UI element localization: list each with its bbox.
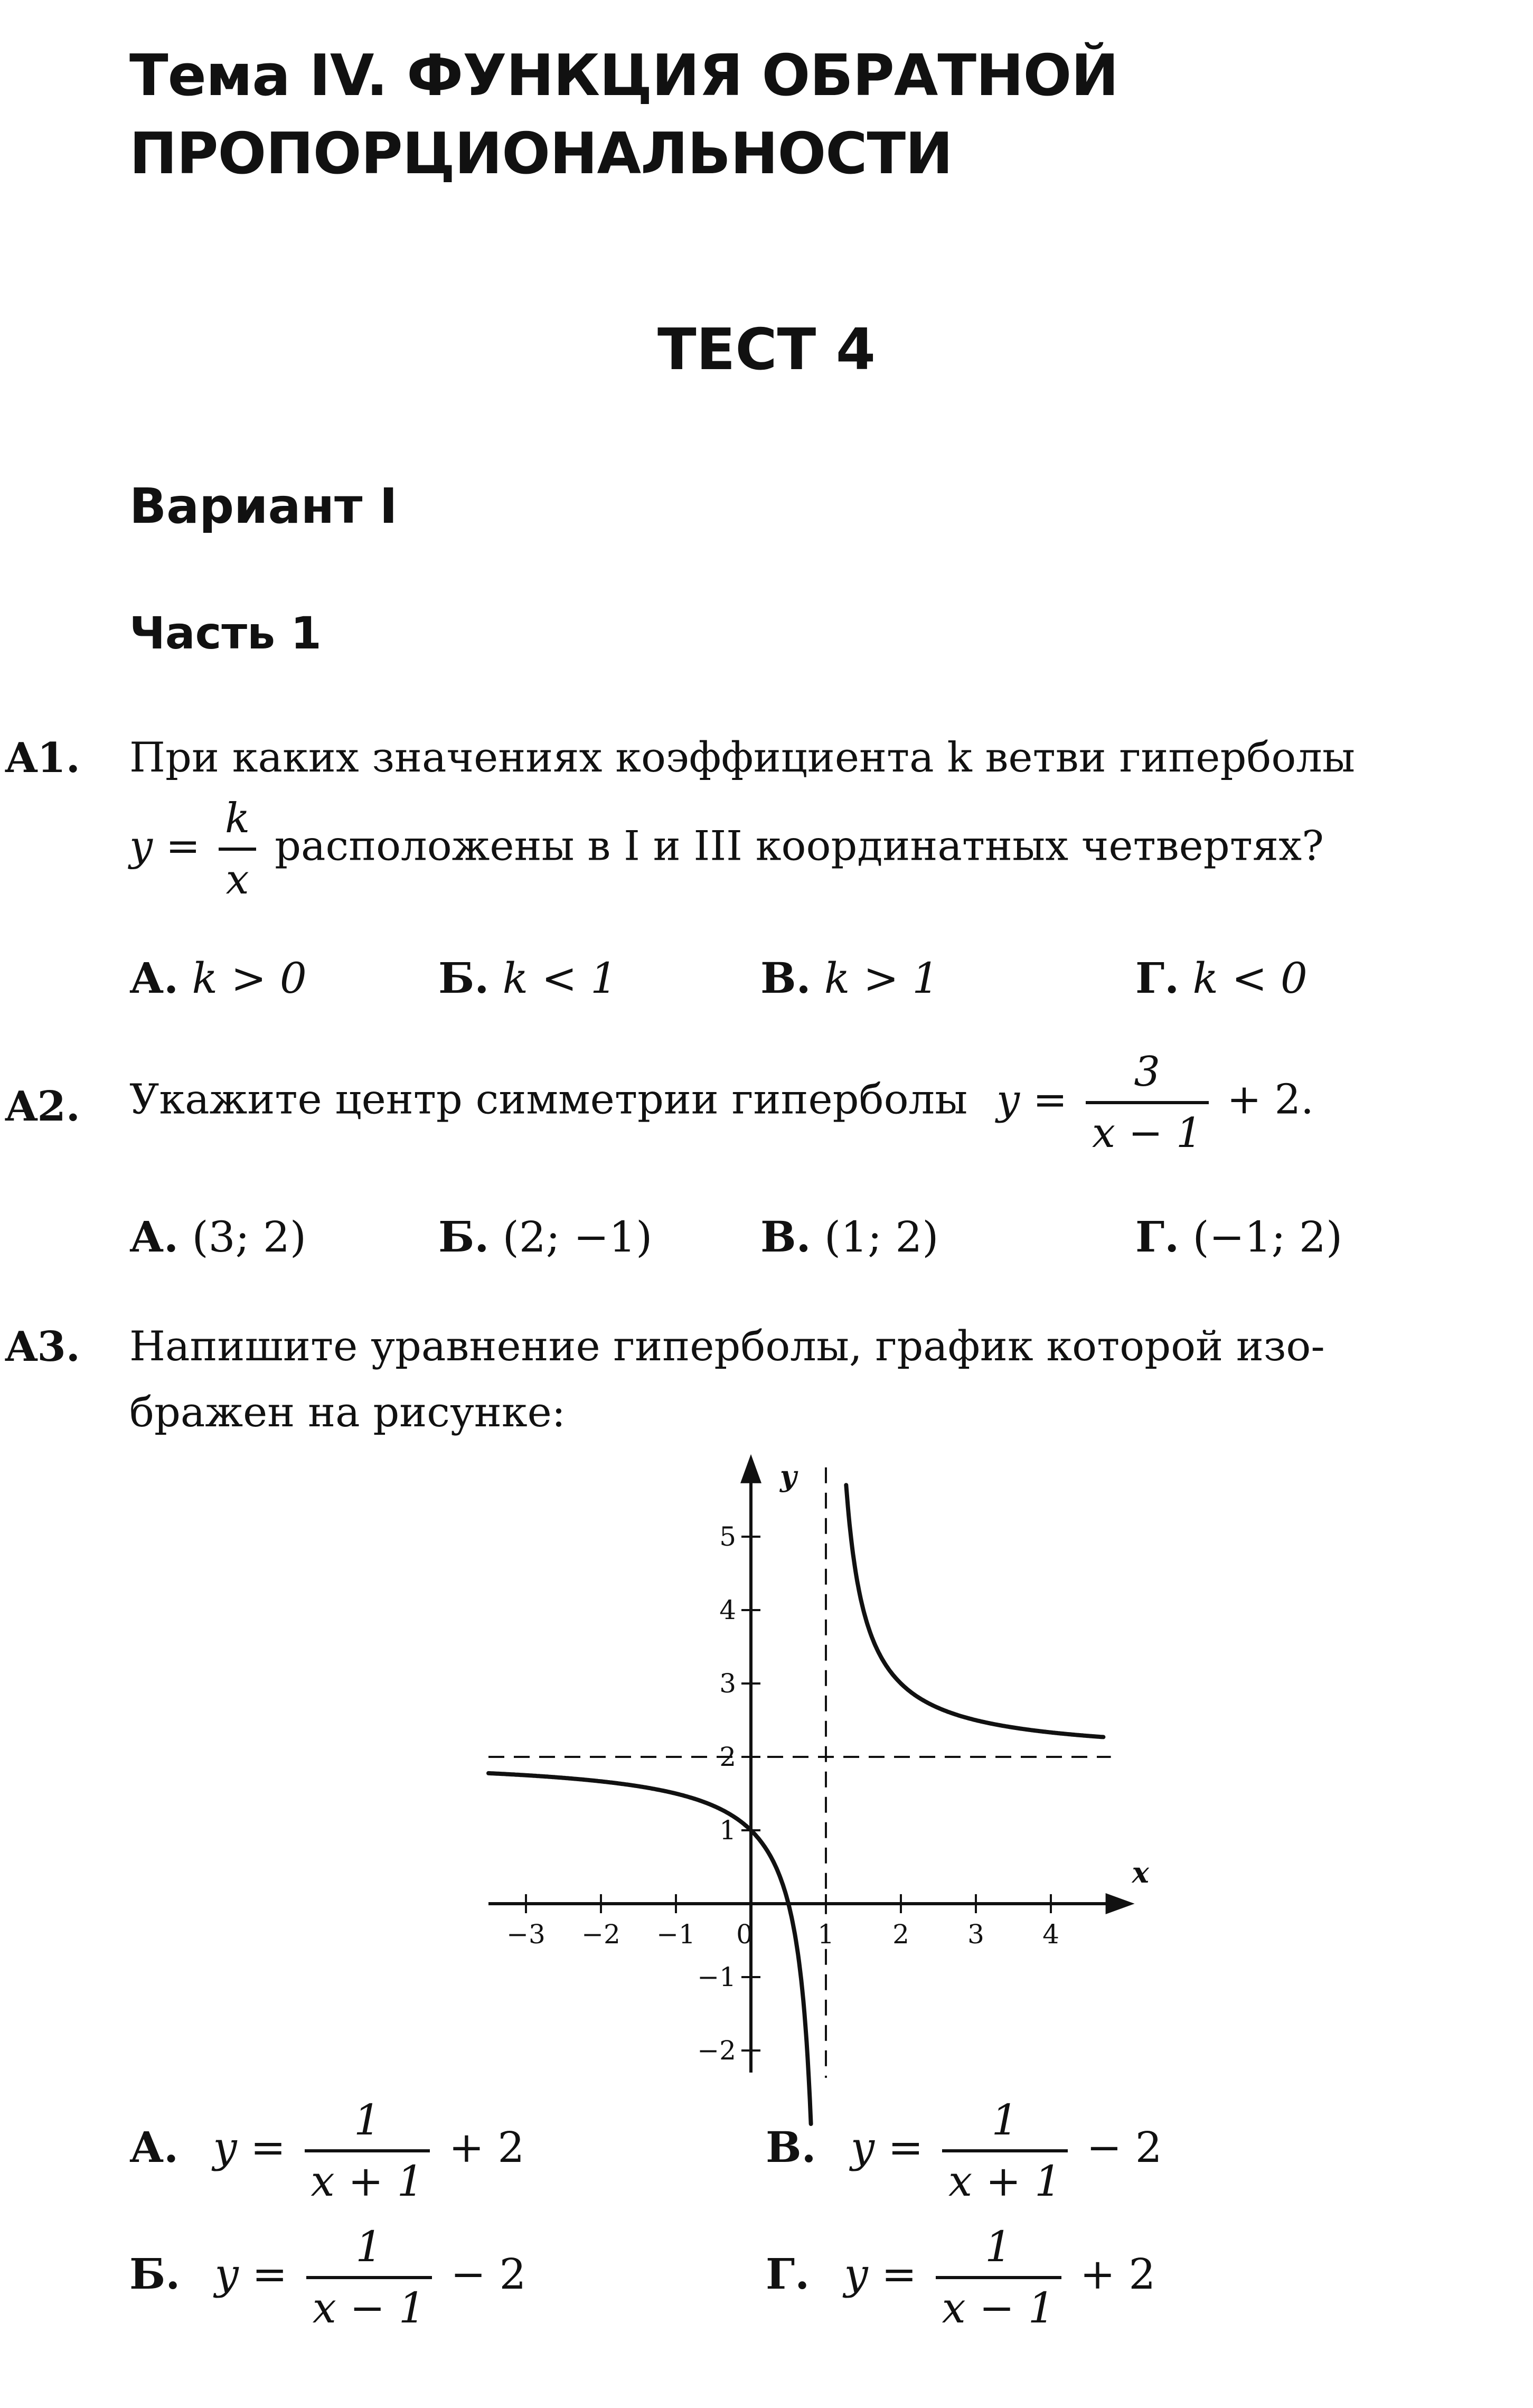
x-axis-arrow	[1106, 1893, 1135, 1914]
a3-option-a-lhs: y =	[213, 2123, 286, 2172]
a3-option-b-numerator: 1	[306, 2218, 432, 2279]
a3-option-d-fraction	[936, 2218, 1061, 2337]
question-a3-text-line1: Напишите уравнение гиперболы, график которой изо-	[129, 1323, 1325, 1370]
a2-option-b-value: (2; −1)	[502, 1212, 653, 1262]
topic-title-line2: ПРОПОРЦИОНАЛЬНОСТИ	[129, 121, 953, 187]
question-a2-text: Укажите центр симметрии гиперболы	[129, 1076, 968, 1124]
a3-option-a-fraction	[305, 2091, 430, 2211]
a3-option-d-numerator: 1	[936, 2218, 1061, 2279]
a3-option-c-fraction	[942, 2091, 1068, 2211]
a2-option-a-label: А.	[129, 1212, 179, 1262]
a1-formula-numerator: k	[219, 789, 256, 851]
question-a2-number: A2.	[5, 1083, 80, 1131]
a2-formula-lhs: y =	[996, 1076, 1068, 1124]
a2-option-a-value: (3; 2)	[192, 1212, 307, 1262]
y-tick-label: 4	[719, 1595, 736, 1625]
question-a1-text-line2: расположены в I и III координатных четвертях?	[275, 822, 1324, 870]
x-tick-label: −2	[581, 1919, 620, 1950]
x-tick-label: 0	[736, 1919, 753, 1950]
part-heading: Часть 1	[129, 607, 322, 659]
a2-option-b-label: Б.	[438, 1212, 490, 1262]
topic-title-line1: Тема IV. ФУНКЦИЯ ОБРАТНОЙ	[129, 43, 1118, 109]
question-a1-number: A1.	[5, 734, 80, 782]
a3-option-c-label: В.	[766, 2122, 816, 2172]
y-axis-label: y	[780, 1459, 797, 1493]
question-a3-number: A3.	[5, 1323, 80, 1371]
a3-option-a-denominator: x + 1	[311, 2157, 424, 2206]
y-tick-label: −1	[697, 1962, 736, 1992]
hyperbola-right-branch	[846, 1485, 1103, 1737]
a3-option-c-denominator: x + 1	[948, 2157, 1061, 2206]
a3-option-b-denominator: x − 1	[312, 2283, 426, 2332]
x-tick-label: 3	[967, 1919, 984, 1950]
y-tick-label: −2	[697, 2035, 736, 2066]
x-tick-label: 2	[892, 1919, 909, 1950]
a2-formula-numerator: 3	[1086, 1043, 1209, 1104]
a1-formula-denominator: x	[225, 856, 249, 904]
y-tick-label: 5	[719, 1521, 736, 1552]
a2-option-d-label: Г.	[1135, 1212, 1180, 1262]
a3-option-a-numerator: 1	[305, 2091, 430, 2152]
a3-option-b-fraction	[306, 2218, 432, 2337]
a3-option-d-label: Г.	[766, 2249, 810, 2299]
x-axis-label: x	[1132, 1856, 1149, 1889]
a3-option-d-denominator: x − 1	[942, 2283, 1055, 2332]
x-tick-label: 4	[1042, 1919, 1059, 1950]
a2-option-d-value: (−1; 2)	[1192, 1212, 1343, 1262]
a1-option-d-label: Г.	[1135, 953, 1180, 1003]
test-title: ТЕСТ 4	[657, 317, 876, 383]
a3-option-d[interactable]	[766, 2218, 1155, 2337]
x-tick-label: 1	[817, 1919, 834, 1950]
x-tick-label: −1	[656, 1919, 695, 1950]
y-tick-label: 3	[719, 1668, 736, 1699]
a1-option-c-label: В.	[760, 953, 811, 1003]
y-tick-label: 1	[719, 1815, 736, 1846]
a3-option-b[interactable]	[129, 2218, 526, 2337]
a2-formula-denominator: x − 1	[1092, 1109, 1202, 1157]
x-tick-label: −3	[506, 1919, 546, 1950]
question-a3-text-line2: бражен на рисунке:	[129, 1389, 566, 1436]
a3-option-c-lhs: y =	[850, 2123, 924, 2172]
a1-option-c-value: k > 1	[824, 954, 939, 1003]
a1-formula-lhs: y =	[129, 822, 201, 870]
a1-option-d-value: k < 0	[1192, 954, 1308, 1003]
a3-option-c[interactable]	[766, 2091, 1162, 2211]
a1-option-b-value: k < 1	[502, 954, 617, 1003]
variant-heading: Вариант I	[129, 478, 398, 534]
y-axis-arrow	[740, 1454, 761, 1483]
a2-option-c-label: В.	[760, 1212, 811, 1262]
a3-option-a-label: А.	[129, 2122, 179, 2172]
a3-option-a-tail: + 2	[448, 2123, 525, 2172]
a1-option-b-label: Б.	[438, 953, 490, 1003]
a3-option-a[interactable]	[129, 2091, 524, 2211]
a3-option-d-tail: + 2	[1079, 2250, 1156, 2299]
a2-option-c-value: (1; 2)	[824, 1212, 939, 1262]
a1-option-a-label: А.	[129, 953, 179, 1003]
a3-option-c-tail: − 2	[1086, 2123, 1162, 2172]
a3-option-c-numerator: 1	[942, 2091, 1068, 2152]
y-tick-label: 2	[719, 1742, 736, 1772]
a3-option-b-tail: − 2	[450, 2250, 526, 2299]
a3-option-b-lhs: y =	[214, 2250, 288, 2299]
a3-option-b-label: Б.	[129, 2249, 181, 2299]
a2-formula-tail: + 2.	[1227, 1076, 1314, 1124]
question-a1-text-line1: При каких значениях коэффициента k ветви гиперболы	[129, 734, 1355, 782]
a1-option-a-value: k > 0	[192, 954, 307, 1003]
a3-option-d-lhs: y =	[844, 2250, 917, 2299]
